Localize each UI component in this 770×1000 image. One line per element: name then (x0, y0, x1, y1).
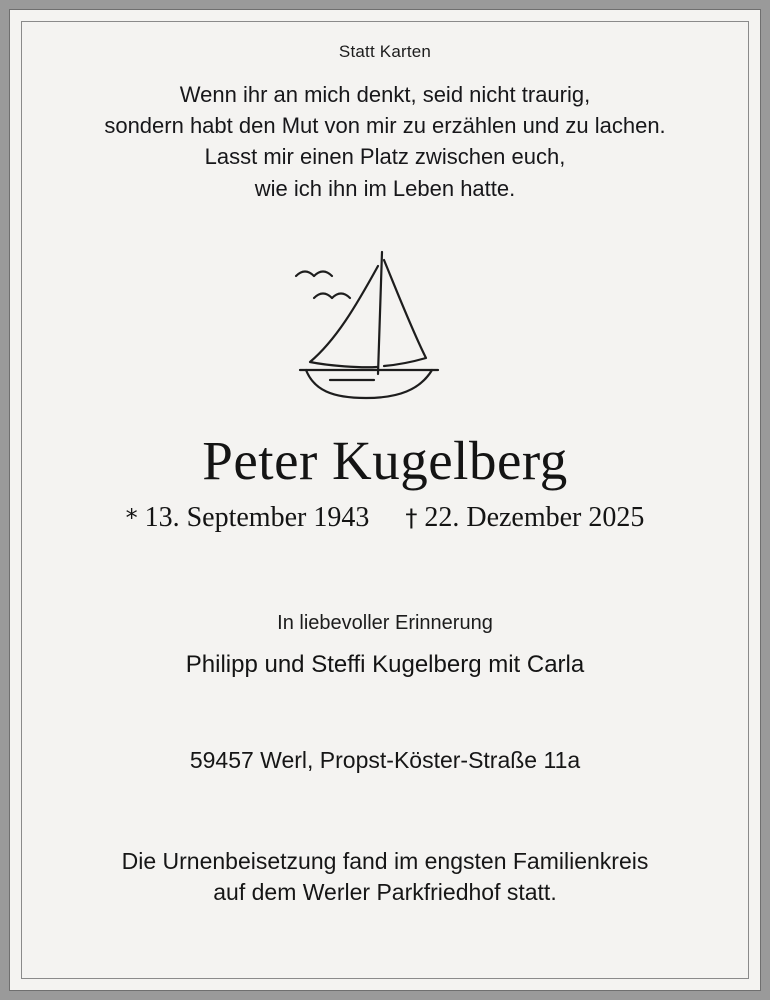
funeral-notice-line-1: Die Urnenbeisetzung fand im engsten Familienkreis (121, 847, 649, 874)
funeral-notice-line-2: auf dem Werler Parkfriedhof statt. (213, 879, 557, 906)
sailboat-icon (270, 232, 500, 412)
life-dates (126, 502, 645, 534)
poem-line-4: wie ich ihn im Leben hatte. (254, 175, 516, 201)
birth-date-value: 13. September 1943 (144, 501, 370, 533)
death-date (405, 502, 644, 534)
death-symbol: † (405, 503, 418, 532)
birth-date (126, 502, 370, 534)
funeral-notice (122, 846, 649, 909)
death-date-value: 22. Dezember 2025 (424, 501, 645, 533)
deceased-name: Peter Kugelberg (202, 429, 568, 491)
address-line: 59457 Werl, Propst-Köster-Straße 11a (189, 746, 581, 773)
family-names: Philipp und Steffi Kugelberg mit Carla (185, 650, 585, 678)
poem-line-3: Lasst mir einen Platz zwischen euch, (204, 144, 566, 170)
obituary-outer-border (9, 9, 761, 991)
poem-block (104, 79, 665, 204)
poem-line-1: Wenn ihr an mich denkt, seid nicht traurig, (179, 82, 591, 107)
statt-karten-heading: Statt Karten (338, 42, 432, 61)
birth-symbol: * (125, 503, 138, 532)
poem-line-2: sondern habt den Mut von mir zu erzählen und zu lachen. (104, 113, 666, 139)
obituary-inner-border (21, 21, 749, 979)
memory-block (186, 612, 584, 679)
memory-line: In liebevoller Erinnerung (277, 611, 493, 634)
